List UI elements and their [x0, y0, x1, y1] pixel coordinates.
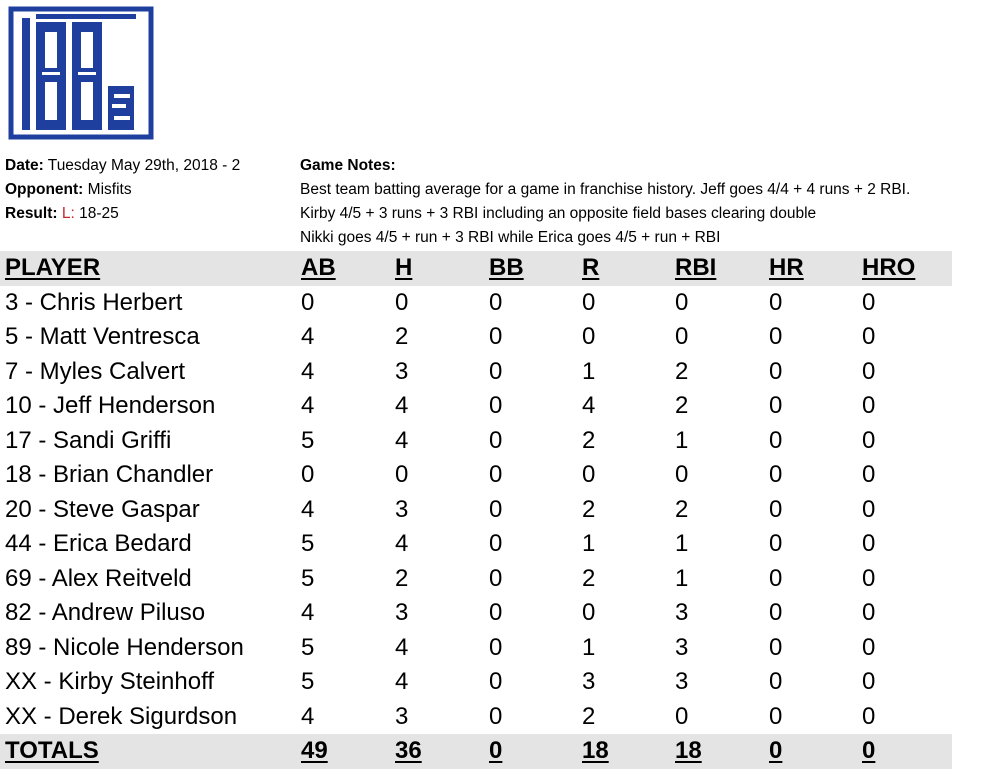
cell-player: 7 - Myles Calvert — [5, 357, 186, 385]
table-row — [0, 355, 952, 390]
cell-ab: 49 — [301, 737, 328, 764]
cell-rbi: 1 — [675, 530, 689, 557]
opponent-value: Misfits — [87, 181, 132, 198]
cell-bb: 0 — [489, 668, 503, 695]
cell-bb: 0 — [489, 737, 503, 764]
cell-r: 1 — [582, 633, 596, 661]
header-h: H — [395, 254, 413, 281]
cell-player: 10 - Jeff Henderson — [5, 392, 216, 419]
cell-player: 20 - Steve Gaspar — [5, 495, 200, 523]
team-logo — [8, 6, 154, 140]
cell-hr: 0 — [769, 495, 783, 523]
cell-r: 2 — [582, 564, 596, 592]
cell-hr: 0 — [769, 599, 783, 626]
cell-hr: 0 — [769, 357, 783, 385]
cell-ab: 5 — [301, 668, 315, 695]
table-row — [0, 562, 952, 597]
cell-hro: 0 — [862, 530, 876, 557]
header-r: R — [582, 254, 600, 281]
cell-rbi: 2 — [675, 357, 689, 385]
cell-bb: 0 — [489, 564, 503, 592]
cell-player: TOTALS — [5, 737, 99, 764]
cell-player: 89 - Nicole Henderson — [5, 633, 244, 661]
cell-bb: 0 — [489, 495, 503, 523]
cell-rbi: 0 — [675, 461, 689, 488]
totals-row — [0, 734, 952, 769]
cell-rbi: 3 — [675, 599, 689, 626]
opponent-line — [5, 178, 240, 202]
header-player: PLAYER — [5, 254, 101, 281]
cell-r: 2 — [582, 495, 596, 523]
cell-h: 3 — [395, 495, 409, 523]
cell-ab: 4 — [301, 357, 315, 385]
cell-rbi: 2 — [675, 495, 689, 523]
result-line — [5, 202, 240, 226]
cell-h: 3 — [395, 599, 409, 626]
cell-bb: 0 — [489, 599, 503, 626]
cell-bb: 0 — [489, 530, 503, 557]
cell-hr: 0 — [769, 392, 783, 419]
cell-ab: 4 — [301, 392, 315, 419]
table-row — [0, 389, 952, 424]
cell-hr: 0 — [769, 737, 783, 764]
cell-hro: 0 — [862, 737, 876, 764]
game-note-line: Best team batting average for a game in franchise history. Jeff goes 4/4 + 4 runs + 2 RBI. — [300, 181, 911, 198]
cell-h: 2 — [395, 564, 409, 592]
cell-hro: 0 — [862, 323, 876, 350]
cell-rbi: 0 — [675, 288, 689, 316]
cell-player: 82 - Andrew Piluso — [5, 599, 206, 626]
cell-hr: 0 — [769, 564, 783, 592]
opponent-label: Opponent: — [5, 181, 84, 198]
cell-ab: 4 — [301, 702, 315, 730]
cell-h: 2 — [395, 323, 409, 350]
cell-h: 4 — [395, 392, 409, 419]
cell-hro: 0 — [862, 633, 876, 661]
cell-hro: 0 — [862, 702, 876, 730]
table-row — [0, 458, 952, 493]
table-header-row — [0, 251, 952, 286]
table-row — [0, 596, 952, 631]
cell-hro: 0 — [862, 426, 876, 454]
header-hr: HR — [769, 254, 804, 281]
cell-bb: 0 — [489, 357, 503, 385]
cell-ab: 0 — [301, 461, 315, 488]
cell-hro: 0 — [862, 392, 876, 419]
cell-bb: 0 — [489, 426, 503, 454]
cell-r: 4 — [582, 392, 596, 419]
cell-ab: 5 — [301, 564, 315, 592]
cell-hr: 0 — [769, 633, 783, 661]
header-bb: BB — [489, 254, 524, 281]
cell-hr: 0 — [769, 668, 783, 695]
cell-ab: 5 — [301, 530, 315, 557]
cell-bb: 0 — [489, 633, 503, 661]
cell-r: 2 — [582, 426, 596, 454]
cell-h: 4 — [395, 530, 409, 557]
game-info — [5, 154, 240, 226]
cell-player: XX - Derek Sigurdson — [5, 702, 238, 730]
cell-h: 3 — [395, 702, 409, 730]
cell-player: 5 - Matt Ventresca — [5, 323, 200, 350]
cell-hro: 0 — [862, 357, 876, 385]
cell-h: 4 — [395, 426, 409, 454]
cell-hro: 0 — [862, 288, 876, 316]
cell-h: 36 — [395, 737, 422, 764]
cell-bb: 0 — [489, 461, 503, 488]
cell-hr: 0 — [769, 426, 783, 454]
cell-bb: 0 — [489, 288, 503, 316]
cell-hr: 0 — [769, 530, 783, 557]
cell-r: 0 — [582, 461, 596, 488]
cell-rbi: 3 — [675, 668, 689, 695]
header-rbi: RBI — [675, 254, 717, 281]
table-row — [0, 631, 952, 666]
cell-bb: 0 — [489, 702, 503, 730]
cell-hr: 0 — [769, 702, 783, 730]
game-notes — [300, 154, 990, 250]
cell-r: 18 — [582, 737, 609, 764]
cell-r: 3 — [582, 668, 596, 695]
cell-ab: 4 — [301, 323, 315, 350]
cell-r: 1 — [582, 530, 596, 557]
cell-r: 0 — [582, 599, 596, 626]
cell-rbi: 2 — [675, 392, 689, 419]
cell-player: 17 - Sandi Griffi — [5, 426, 172, 454]
cell-ab: 5 — [301, 426, 315, 454]
table-row — [0, 665, 952, 700]
cell-r: 2 — [582, 702, 596, 730]
cell-h: 4 — [395, 668, 409, 695]
cell-rbi: 3 — [675, 633, 689, 661]
table-row — [0, 286, 952, 321]
result-label: Result: — [5, 205, 58, 222]
cell-hr: 0 — [769, 288, 783, 316]
cell-h: 0 — [395, 461, 409, 488]
cell-h: 0 — [395, 288, 409, 316]
cell-h: 3 — [395, 357, 409, 385]
header-ab: AB — [301, 254, 336, 281]
cell-rbi: 1 — [675, 426, 689, 454]
result-outcome: L: — [61, 205, 75, 222]
cell-r: 1 — [582, 357, 596, 385]
cell-player: 44 - Erica Bedard — [5, 530, 192, 557]
cell-player: XX - Kirby Steinhoff — [5, 668, 214, 695]
table-row — [0, 700, 952, 735]
date-line — [5, 154, 240, 178]
game-note-line: Nikki goes 4/5 + run + 3 RBI while Erica goes 4/5 + run + RBI — [300, 229, 721, 246]
cell-bb: 0 — [489, 392, 503, 419]
cell-rbi: 0 — [675, 702, 689, 730]
date-label: Date: — [5, 157, 44, 174]
cell-bb: 0 — [489, 323, 503, 350]
cell-ab: 0 — [301, 288, 315, 316]
cell-hr: 0 — [769, 323, 783, 350]
date-value: Tuesday May 29th, 2018 - 2 — [47, 157, 241, 174]
cell-rbi: 0 — [675, 323, 689, 350]
cell-player: 3 - Chris Herbert — [5, 288, 183, 316]
game-note-line: Kirby 4/5 + 3 runs + 3 RBI including an opposite field bases clearing double — [300, 205, 817, 222]
cell-player: 18 - Brian Chandler — [5, 461, 214, 488]
cell-ab: 4 — [301, 495, 315, 523]
cell-h: 4 — [395, 633, 409, 661]
header-hro: HRO — [862, 254, 916, 281]
cell-player: 69 - Alex Reitveld — [5, 564, 192, 592]
table-row — [0, 527, 952, 562]
cell-hro: 0 — [862, 668, 876, 695]
cell-rbi: 1 — [675, 564, 689, 592]
table-row — [0, 320, 952, 355]
result-score: 18-25 — [79, 205, 119, 222]
stats-table — [0, 251, 952, 769]
game-notes-header: Game Notes: — [300, 157, 396, 174]
cell-r: 0 — [582, 288, 596, 316]
cell-ab: 5 — [301, 633, 315, 661]
cell-hro: 0 — [862, 495, 876, 523]
cell-ab: 4 — [301, 599, 315, 626]
table-row — [0, 493, 952, 528]
cell-hr: 0 — [769, 461, 783, 488]
cell-rbi: 18 — [675, 737, 702, 764]
cell-r: 0 — [582, 323, 596, 350]
cell-hro: 0 — [862, 564, 876, 592]
cell-hro: 0 — [862, 599, 876, 626]
table-row — [0, 424, 952, 459]
cell-hro: 0 — [862, 461, 876, 488]
